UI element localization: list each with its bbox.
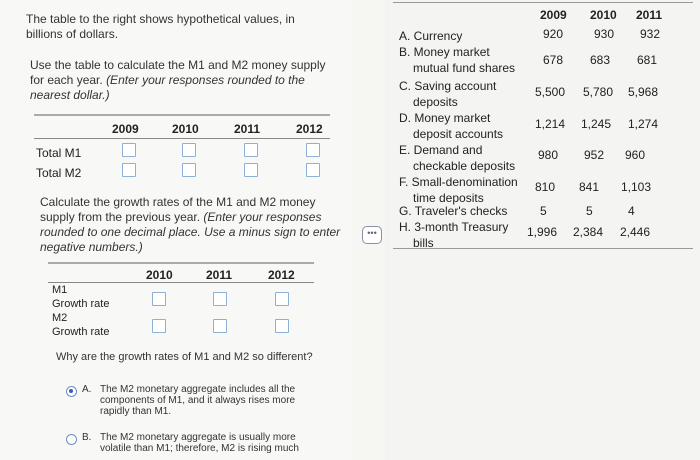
intro-text: The table to the right shows hypothetical values, in billions of dollars. bbox=[26, 12, 295, 41]
cell-value: 1,245 bbox=[581, 117, 612, 131]
row-m1: M1 bbox=[52, 284, 68, 296]
row-label-saving-deposits: C. Saving account deposits bbox=[399, 79, 497, 109]
row-m2-growth: Growth rate bbox=[52, 326, 110, 338]
cell-value: 952 bbox=[584, 148, 605, 162]
row-total-m1: Total M1 bbox=[36, 146, 82, 160]
cell-value: 5,780 bbox=[583, 85, 614, 99]
cell-value: 681 bbox=[637, 53, 658, 67]
col-2012: 2012 bbox=[296, 122, 323, 136]
cell-value: 4 bbox=[628, 204, 635, 218]
table-divider bbox=[34, 114, 330, 116]
table-divider bbox=[393, 2, 693, 3]
m1-2012-input[interactable] bbox=[306, 143, 320, 157]
cell-value: 2,384 bbox=[573, 225, 604, 239]
question-panel: The table to the right shows hypothetical values, in billions of dollars. Use the table to calculate the M1 and M2 money supply for each year. (Enter your responses rounded to the nearest dollar.) 2009 2010 2011 2012 Total M1 Total M2 Calculate the growth rates of the M1 and M2 money supply from the previous year. (Enter your responses rounded to one decimal place. Use a minus sign to enter negative numbers.) 2010 2011 2012 M1 Growth rate M2 Growth rate Why are the growth rates of M1 and M2 so different? A. The M2 monetary aggregate includes all the components of M1, and it always rises more rapidly than M1. B. The M2 monetary aggregate is usually more volatile than M1; therefore, M2 is rising much bbox=[0, 0, 352, 460]
col-2009: 2009 bbox=[540, 8, 567, 22]
row-label-small-time-deposits: F. Small-denomination time deposits bbox=[399, 175, 518, 205]
col-2011: 2011 bbox=[206, 268, 233, 282]
row-total-m2: Total M2 bbox=[36, 166, 82, 180]
panel-resize-handle[interactable]: ••• bbox=[362, 226, 382, 244]
m1-2009-input[interactable] bbox=[122, 143, 136, 157]
data-table-panel bbox=[385, 0, 700, 460]
cell-value: 932 bbox=[640, 27, 661, 41]
cell-value: 5 bbox=[586, 204, 593, 218]
cell-value: 2,446 bbox=[620, 225, 651, 239]
row-label-demand-deposits: E. Demand and checkable deposits bbox=[399, 143, 516, 173]
cell-value: 960 bbox=[625, 148, 646, 162]
option-a-label: The M2 monetary aggregate includes all the components of M1, and it always rises more rapidly than M1. bbox=[100, 384, 296, 417]
row-label-treasury-bills: H. 3-month Treasury bills bbox=[399, 220, 509, 250]
cell-value: 5,500 bbox=[535, 85, 566, 99]
table-divider bbox=[48, 282, 314, 283]
m1-growth-2011-input[interactable] bbox=[213, 292, 227, 306]
cell-value: 1,996 bbox=[527, 225, 558, 239]
cell-value: 5,968 bbox=[628, 85, 659, 99]
table-divider bbox=[393, 248, 693, 249]
cell-value: 1,103 bbox=[621, 180, 652, 194]
option-b-radio[interactable] bbox=[66, 434, 77, 445]
m1-2011-input[interactable] bbox=[244, 143, 258, 157]
row-label-travelers-checks: G. Traveler's checks bbox=[399, 204, 508, 218]
question-text: Why are the growth rates of M1 and M2 so different? bbox=[56, 351, 313, 363]
m2-2010-input[interactable] bbox=[182, 163, 196, 177]
m2-growth-2011-input[interactable] bbox=[213, 319, 227, 333]
col-2010: 2010 bbox=[172, 122, 199, 136]
m1-growth-2012-input[interactable] bbox=[275, 292, 289, 306]
cell-value: 920 bbox=[543, 27, 564, 41]
m1-2010-input[interactable] bbox=[182, 143, 196, 157]
growth-instruction-text: Calculate the growth rates of the M1 and M2 money supply from the previous year. (Enter your responses rounded to one decimal place. Use a minus sign to enter negative numbers.) bbox=[40, 195, 341, 254]
option-b-label: The M2 monetary aggregate is usually more volatile than M1; therefore, M2 is rising much bbox=[100, 432, 299, 454]
m2-growth-2012-input[interactable] bbox=[275, 319, 289, 333]
instruction-text: Use the table to calculate the M1 and M2 money supply for each year. (Enter your responses rounded to the nearest dollar.) bbox=[30, 58, 326, 102]
row-m1-growth: Growth rate bbox=[52, 298, 110, 310]
cell-value: 683 bbox=[590, 53, 611, 67]
col-2009: 2009 bbox=[112, 122, 139, 136]
m2-2009-input[interactable] bbox=[122, 163, 136, 177]
cell-value: 810 bbox=[535, 180, 556, 194]
m2-2012-input[interactable] bbox=[306, 163, 320, 177]
cell-value: 1,214 bbox=[535, 117, 566, 131]
col-2011: 2011 bbox=[234, 122, 261, 136]
table-divider bbox=[48, 262, 314, 264]
cell-value: 841 bbox=[579, 180, 600, 194]
row-m2: M2 bbox=[52, 312, 68, 324]
table-divider bbox=[34, 138, 330, 139]
cell-value: 1,274 bbox=[628, 117, 659, 131]
cell-value: 980 bbox=[538, 148, 559, 162]
col-2012: 2012 bbox=[268, 268, 295, 282]
col-2011: 2011 bbox=[636, 8, 663, 22]
row-label-currency: A. Currency bbox=[399, 29, 463, 43]
col-2010: 2010 bbox=[146, 268, 173, 282]
cell-value: 5 bbox=[540, 204, 547, 218]
row-label-mmda: D. Money market deposit accounts bbox=[399, 111, 504, 141]
m2-2011-input[interactable] bbox=[244, 163, 258, 177]
m1-growth-2010-input[interactable] bbox=[152, 292, 166, 306]
cell-value: 678 bbox=[543, 53, 564, 67]
row-label-money-market-funds: B. Money market mutual fund shares bbox=[399, 45, 516, 75]
option-a-radio[interactable] bbox=[66, 386, 77, 397]
col-2010: 2010 bbox=[590, 8, 617, 22]
m2-growth-2010-input[interactable] bbox=[152, 319, 166, 333]
cell-value: 930 bbox=[594, 27, 615, 41]
